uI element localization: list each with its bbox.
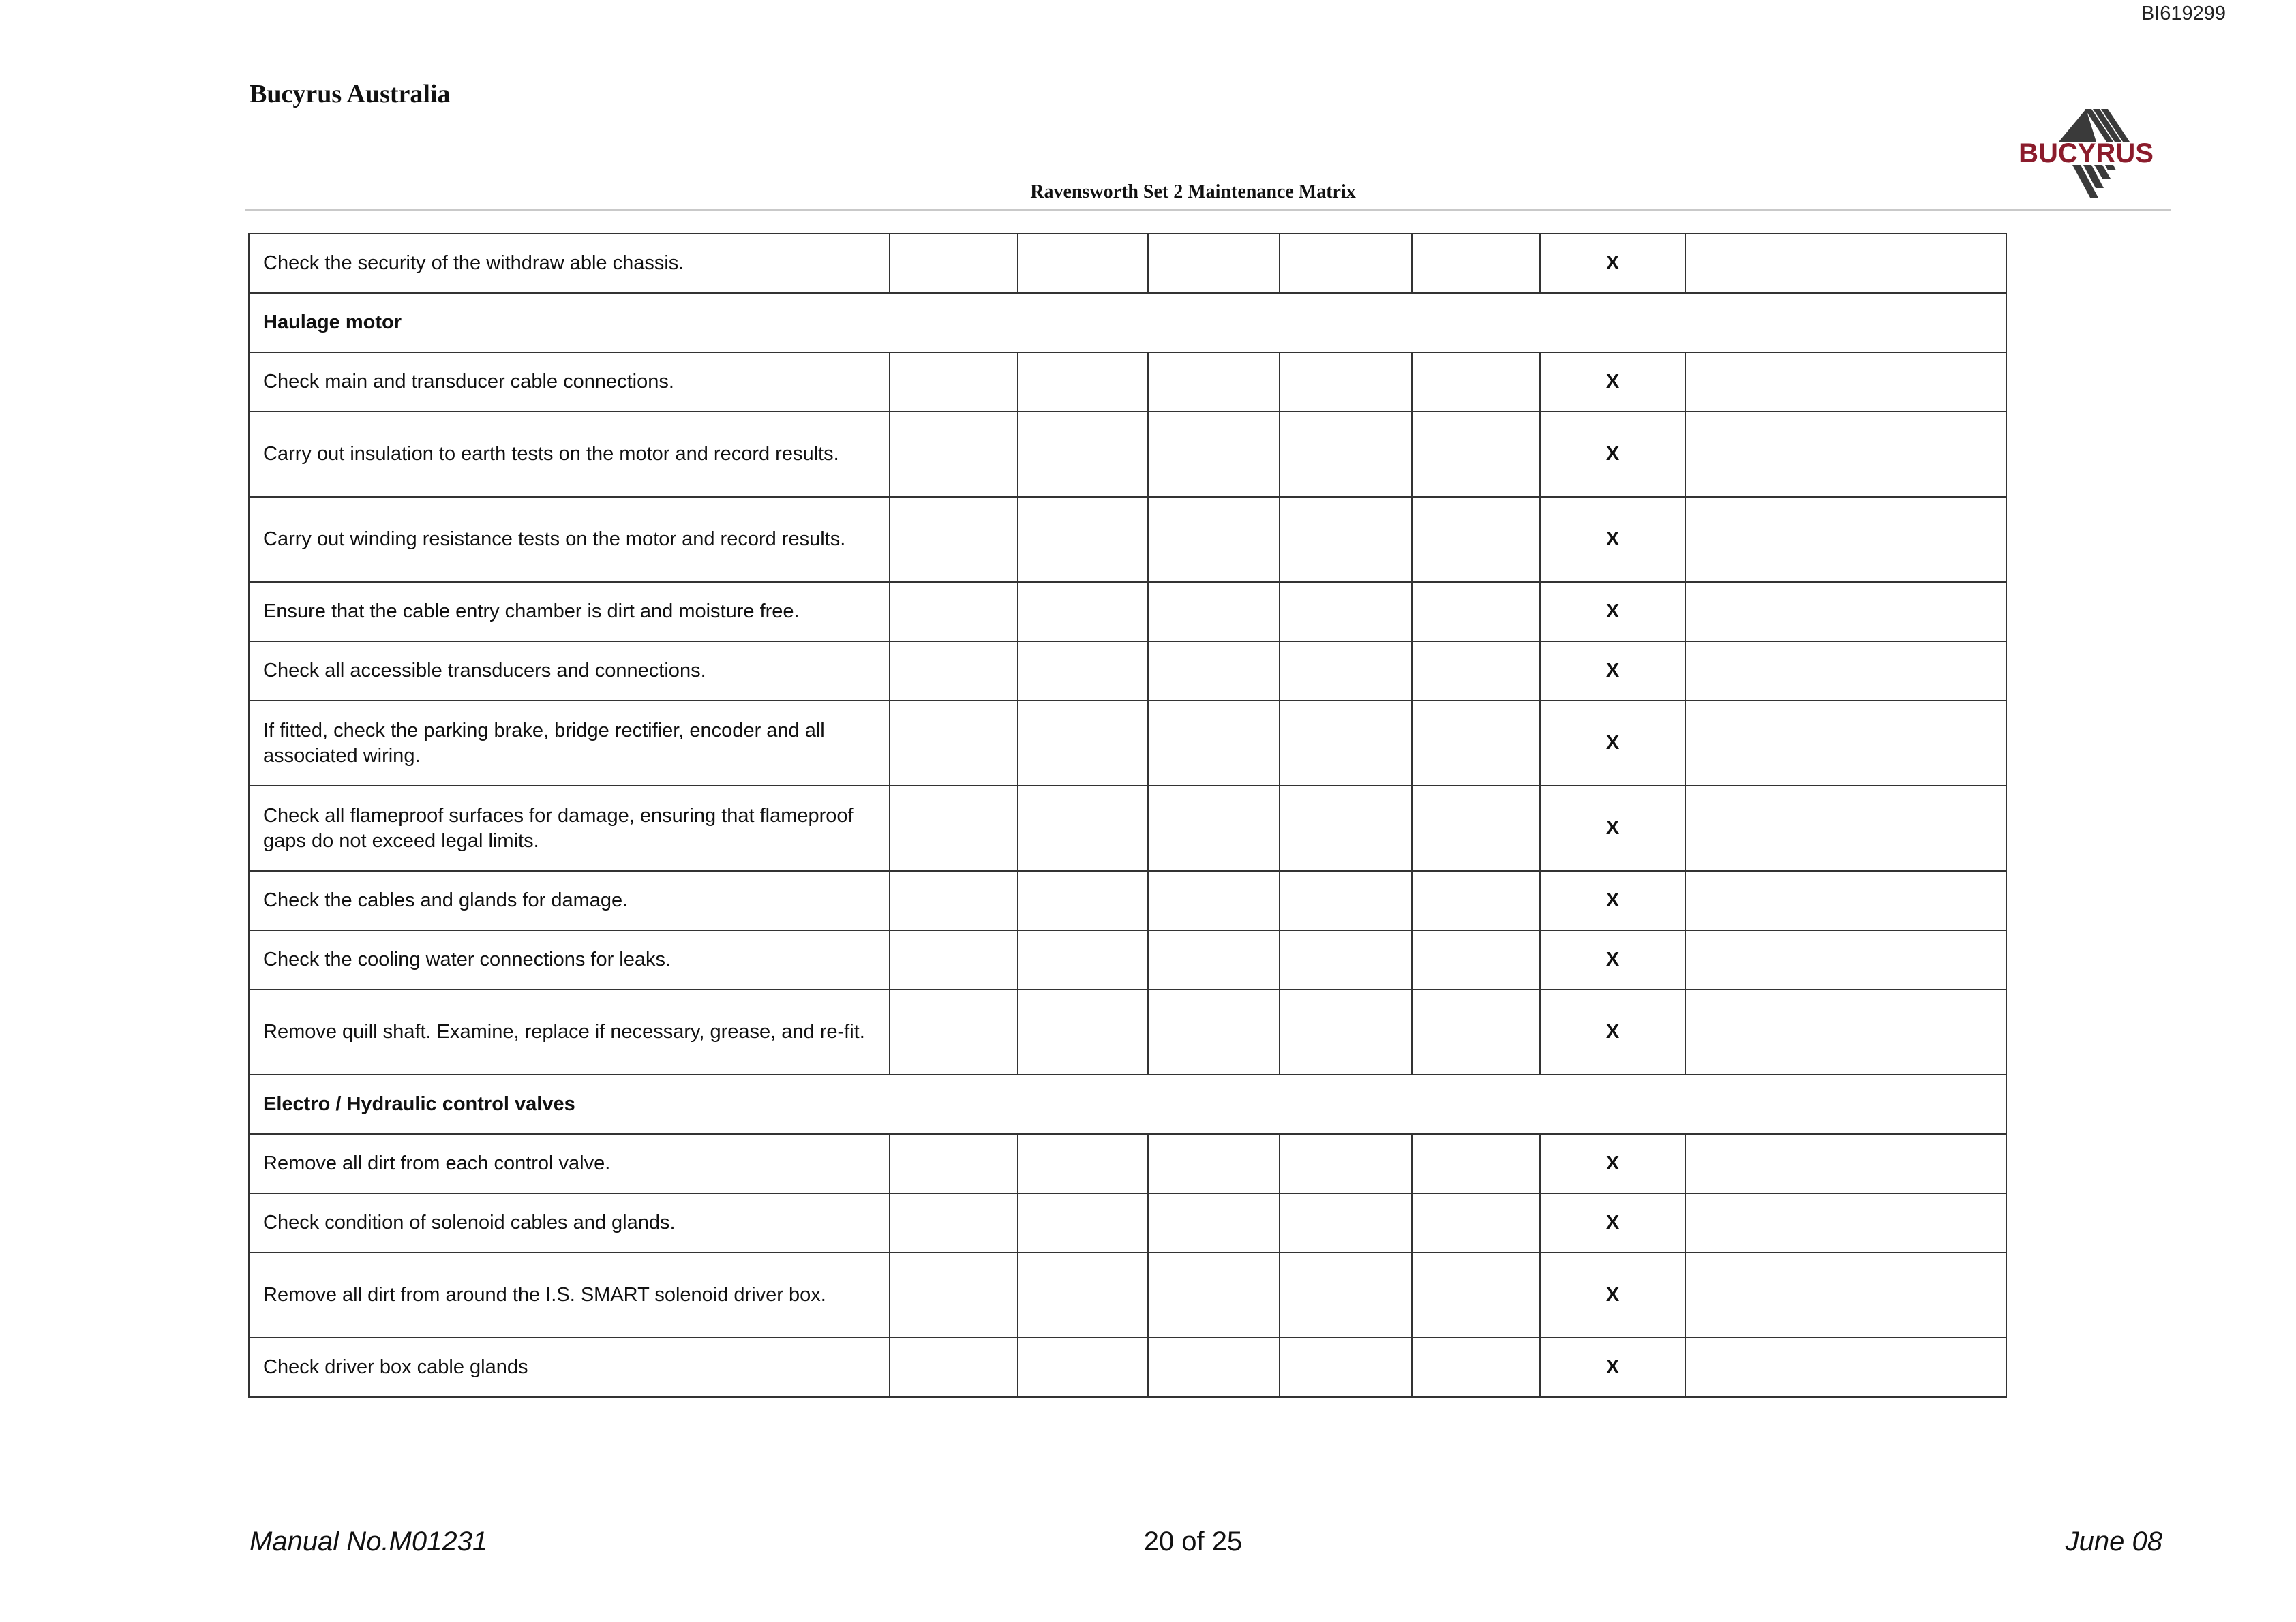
empty-interval-cell	[1412, 871, 1540, 930]
empty-interval-cell	[1148, 1193, 1280, 1253]
empty-interval-cell	[1685, 1193, 2006, 1253]
empty-interval-cell	[1148, 641, 1280, 701]
empty-interval-cell	[1280, 1134, 1412, 1193]
empty-interval-cell	[890, 701, 1018, 786]
empty-interval-cell	[890, 786, 1018, 871]
interval-mark: X	[1540, 1338, 1685, 1397]
empty-interval-cell	[1148, 1134, 1280, 1193]
table-row	[249, 412, 2006, 497]
matrix-title: Ravensworth Set 2 Maintenance Matrix	[1030, 181, 1356, 202]
empty-interval-cell	[1148, 701, 1280, 786]
empty-interval-cell	[1685, 234, 2006, 293]
task-description: Carry out insulation to earth tests on the motor and record results.	[249, 412, 890, 497]
empty-interval-cell	[1148, 930, 1280, 990]
task-description: Check main and transducer cable connections.	[249, 352, 890, 412]
empty-interval-cell	[1018, 701, 1148, 786]
empty-interval-cell	[1018, 1134, 1148, 1193]
empty-interval-cell	[1018, 234, 1148, 293]
task-description: Remove all dirt from around the I.S. SMART solenoid driver box.	[249, 1253, 890, 1338]
empty-interval-cell	[890, 990, 1018, 1075]
empty-interval-cell	[1280, 582, 1412, 641]
table-row	[249, 871, 2006, 930]
empty-interval-cell	[1685, 1253, 2006, 1338]
empty-interval-cell	[1280, 786, 1412, 871]
empty-interval-cell	[1148, 1253, 1280, 1338]
empty-interval-cell	[1685, 582, 2006, 641]
task-description: Check the cables and glands for damage.	[249, 871, 890, 930]
empty-interval-cell	[1018, 412, 1148, 497]
table-row	[249, 990, 2006, 1075]
empty-interval-cell	[1280, 1193, 1412, 1253]
empty-interval-cell	[890, 930, 1018, 990]
empty-interval-cell	[1412, 701, 1540, 786]
empty-interval-cell	[1412, 412, 1540, 497]
empty-interval-cell	[890, 412, 1018, 497]
empty-interval-cell	[890, 1253, 1018, 1338]
company-name: Bucyrus Australia	[250, 80, 451, 108]
empty-interval-cell	[1412, 352, 1540, 412]
empty-interval-cell	[1685, 1338, 2006, 1397]
empty-interval-cell	[1148, 582, 1280, 641]
empty-interval-cell	[1280, 871, 1412, 930]
page-number: 20 of 25	[1143, 1527, 1243, 1557]
empty-interval-cell	[1280, 412, 1412, 497]
empty-interval-cell	[1280, 497, 1412, 582]
empty-interval-cell	[1685, 871, 2006, 930]
empty-interval-cell	[1018, 497, 1148, 582]
section-header-row	[249, 293, 2006, 352]
empty-interval-cell	[1412, 930, 1540, 990]
task-description: Check all accessible transducers and connections.	[249, 641, 890, 701]
interval-mark: X	[1540, 990, 1685, 1075]
maintenance-matrix-table	[248, 233, 2007, 1398]
table-row	[249, 786, 2006, 871]
empty-interval-cell	[1148, 786, 1280, 871]
empty-interval-cell	[1148, 871, 1280, 930]
empty-interval-cell	[890, 1193, 1018, 1253]
task-description: If fitted, check the parking brake, bridge rectifier, encoder and all associated wiring.	[249, 701, 890, 786]
empty-interval-cell	[1018, 582, 1148, 641]
interval-mark: X	[1540, 412, 1685, 497]
interval-mark: X	[1540, 930, 1685, 990]
empty-interval-cell	[1280, 701, 1412, 786]
empty-interval-cell	[1280, 1338, 1412, 1397]
empty-interval-cell	[1018, 1193, 1148, 1253]
empty-interval-cell	[1412, 641, 1540, 701]
empty-interval-cell	[890, 497, 1018, 582]
empty-interval-cell	[1412, 1134, 1540, 1193]
empty-interval-cell	[1685, 701, 2006, 786]
interval-mark: X	[1540, 1134, 1685, 1193]
empty-interval-cell	[1148, 234, 1280, 293]
empty-interval-cell	[1018, 871, 1148, 930]
empty-interval-cell	[1018, 641, 1148, 701]
empty-interval-cell	[890, 871, 1018, 930]
empty-interval-cell	[1685, 930, 2006, 990]
task-description: Check condition of solenoid cables and glands.	[249, 1193, 890, 1253]
task-description: Check the security of the withdraw able chassis.	[249, 234, 890, 293]
empty-interval-cell	[1412, 582, 1540, 641]
task-description: Check the cooling water connections for leaks.	[249, 930, 890, 990]
interval-mark: X	[1540, 1253, 1685, 1338]
empty-interval-cell	[890, 1134, 1018, 1193]
document-id: BI619299	[2141, 3, 2226, 25]
table-row	[249, 352, 2006, 412]
table-row	[249, 1253, 2006, 1338]
task-description: Ensure that the cable entry chamber is dirt and moisture free.	[249, 582, 890, 641]
empty-interval-cell	[1412, 497, 1540, 582]
section-title: Haulage motor	[249, 293, 2006, 352]
empty-interval-cell	[1412, 234, 1540, 293]
empty-interval-cell	[1018, 352, 1148, 412]
empty-interval-cell	[1018, 786, 1148, 871]
manual-number: Manual No.M01231	[250, 1527, 488, 1557]
interval-mark: X	[1540, 701, 1685, 786]
empty-interval-cell	[890, 1338, 1018, 1397]
task-description: Carry out winding resistance tests on the motor and record results.	[249, 497, 890, 582]
empty-interval-cell	[1018, 1253, 1148, 1338]
empty-interval-cell	[1412, 1193, 1540, 1253]
empty-interval-cell	[890, 641, 1018, 701]
empty-interval-cell	[1280, 990, 1412, 1075]
empty-interval-cell	[1412, 786, 1540, 871]
empty-interval-cell	[890, 352, 1018, 412]
matrix-body	[249, 234, 2006, 1397]
table-row	[249, 1134, 2006, 1193]
empty-interval-cell	[890, 582, 1018, 641]
empty-interval-cell	[1685, 497, 2006, 582]
empty-interval-cell	[1280, 234, 1412, 293]
table-row	[249, 234, 2006, 293]
interval-mark: X	[1540, 497, 1685, 582]
logo-text: BUCYRUS	[2019, 138, 2154, 168]
empty-interval-cell	[1148, 352, 1280, 412]
empty-interval-cell	[1280, 930, 1412, 990]
task-description: Check driver box cable glands	[249, 1338, 890, 1397]
empty-interval-cell	[1280, 641, 1412, 701]
empty-interval-cell	[1148, 412, 1280, 497]
empty-interval-cell	[890, 234, 1018, 293]
task-description: Remove all dirt from each control valve.	[249, 1134, 890, 1193]
empty-interval-cell	[1685, 641, 2006, 701]
table-row	[249, 1193, 2006, 1253]
interval-mark: X	[1540, 582, 1685, 641]
empty-interval-cell	[1412, 1253, 1540, 1338]
empty-interval-cell	[1412, 990, 1540, 1075]
empty-interval-cell	[1685, 352, 2006, 412]
interval-mark: X	[1540, 786, 1685, 871]
interval-mark: X	[1540, 234, 1685, 293]
footer-date: June 08	[2065, 1527, 2162, 1557]
empty-interval-cell	[1412, 1338, 1540, 1397]
section-title: Electro / Hydraulic control valves	[249, 1075, 2006, 1134]
task-description: Check all flameproof surfaces for damage, ensuring that flameproof gaps do not exceed legal limits.	[249, 786, 890, 871]
empty-interval-cell	[1018, 930, 1148, 990]
empty-interval-cell	[1018, 990, 1148, 1075]
section-header-row	[249, 1075, 2006, 1134]
table-row	[249, 1338, 2006, 1397]
table-row	[249, 701, 2006, 786]
empty-interval-cell	[1685, 1134, 2006, 1193]
empty-interval-cell	[1685, 990, 2006, 1075]
empty-interval-cell	[1148, 1338, 1280, 1397]
interval-mark: X	[1540, 871, 1685, 930]
empty-interval-cell	[1280, 352, 1412, 412]
table-row	[249, 497, 2006, 582]
empty-interval-cell	[1685, 786, 2006, 871]
empty-interval-cell	[1018, 1338, 1148, 1397]
interval-mark: X	[1540, 641, 1685, 701]
table-row	[249, 930, 2006, 990]
empty-interval-cell	[1148, 497, 1280, 582]
table-row	[249, 582, 2006, 641]
empty-interval-cell	[1280, 1253, 1412, 1338]
table-row	[249, 641, 2006, 701]
interval-mark: X	[1540, 1193, 1685, 1253]
empty-interval-cell	[1685, 412, 2006, 497]
empty-interval-cell	[1148, 990, 1280, 1075]
header-divider	[245, 209, 2171, 211]
interval-mark: X	[1540, 352, 1685, 412]
task-description: Remove quill shaft. Examine, replace if necessary, grease, and re-fit.	[249, 990, 890, 1075]
